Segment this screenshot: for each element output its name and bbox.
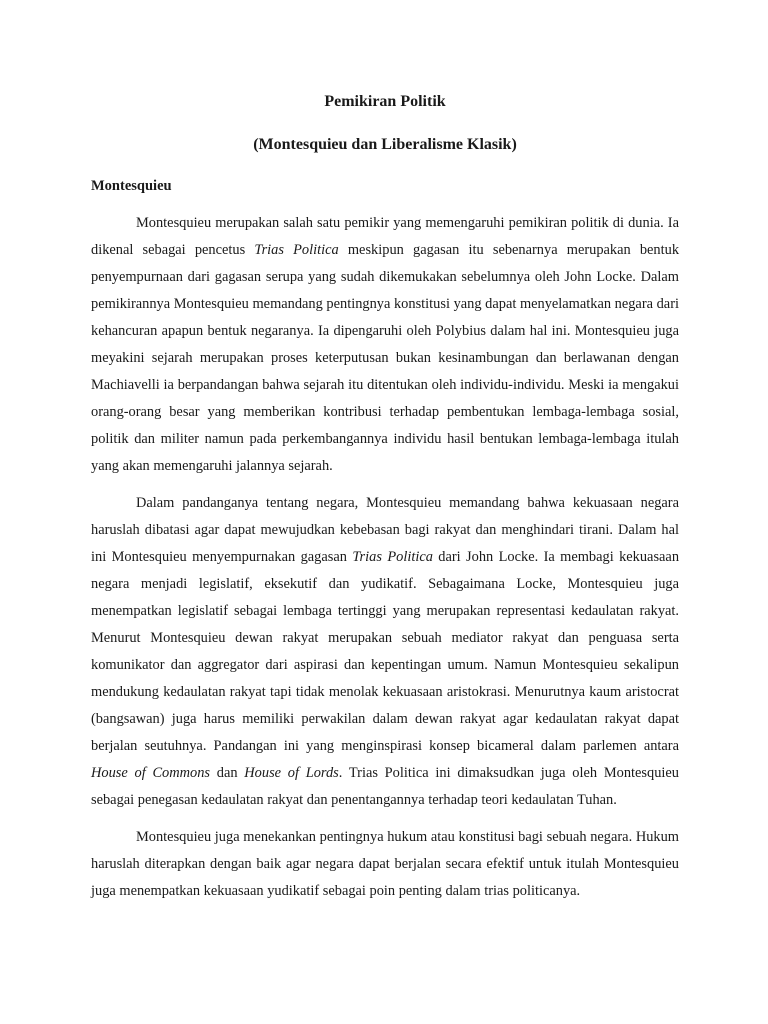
paragraph-1-emphasis-trias-politica: Trias Politica xyxy=(254,242,339,258)
paragraph-1-text-a: Montesquieu merupakan salah satu pemikir yang memengaruhi pemikiran politik di dunia. Ia dikenal sebagai pencetus xyxy=(91,215,679,258)
paragraph-2-text-a: Dalam pandanganya tentang negara, Montesquieu memandang bahwa kekuasaan negara haruslah dibatasi agar dapat mewujudkan kebebasan bagi rakyat dan menghindari tirani. Dalam hal ini Montesquieu menyempurnakan gagasan xyxy=(91,495,679,565)
paragraph-1-text-b: meskipun gagasan itu sebenarnya merupakan bentuk penyempurnaan dari gagasan serupa yang sudah dikemukakan sebelumnya oleh John Locke. Dalam pemikirannya Montesquieu memandang pentingnya konstitusi yang dapat menyelamatkan negara dari kehancuran apapun bentuk negaranya. Ia dipengaruhi oleh Polybius dalam hal ini. Montesquieu juga meyakini sejarah merupakan proses keterputusan bukan kesinambungan dan berlawanan dengan Machiavelli ia berpandangan bahwa sejarah itu ditentukan oleh individu-individu. Meski ia mengakui orang-orang besar yang memberikan kontribusi terhadap pembentukan lembaga-lembaga sosial, politik dan militer namun pada perkembangannya individu hasil bentukan lembaga-lembaga itulah yang akan memengaruhi jalannya sejarah. xyxy=(91,242,680,474)
document-page xyxy=(91,92,679,905)
paragraph-2-text-d: . Trias Politica ini dimaksudkan juga oleh Montesquieu sebagai penegasan kedaulatan rakyat dan penentangannya terhadap teori kedaulatan Tuhan. xyxy=(91,765,679,808)
document-title: Pemikiran Politik xyxy=(324,93,446,110)
document-subtitle: (Montesquieu dan Liberalisme Klasik) xyxy=(253,136,517,153)
paragraph-2-emphasis-house-of-lords: House of Lords xyxy=(244,765,339,781)
paragraph-3 xyxy=(91,824,679,905)
paragraph-3-text: Montesquieu juga menekankan pentingnya hukum atau konstitusi bagi sebuah negara. Hukum haruslah diterapkan dengan baik agar negara dapat berjalan secara efektif untuk itulah Montesquieu juga menempatkan kekuasaan yudikatif sebagai poin penting dalam trias politicanya. xyxy=(91,829,679,899)
paragraph-2-text-b: dari John Locke. Ia membagi kekuasaan negara menjadi legislatif, eksekutif dan yudikatif. Sebagaimana Locke, Montesquieu juga menempatkan legislatif sebagai lembaga tertinggi yang merupakan representasi kedaulatan rakyat. Menurut Montesquieu dewan rakyat merupakan sebuah mediator rakyat dan penguasa serta komunikator dan aggregator dari aspirasi dan kepentingan umum. Namun Montesquieu sekalipun mendukung kedaulatan rakyat tapi tidak menolak kekuasaan aristokrasi. Menurutnya kaum aristocrat (bangsawan) juga harus memiliki perwakilan dalam dewan rakyat agar kedaulatan rakyat dapat berjalan seutuhnya. Pandangan ini yang menginspirasi konsep bicameral dalam parlemen antara xyxy=(91,549,680,754)
paragraph-2-emphasis-trias-politica: Trias Politica xyxy=(352,549,433,565)
paragraph-2 xyxy=(91,490,679,814)
paragraph-1 xyxy=(91,210,679,480)
section-heading: Montesquieu xyxy=(91,178,172,194)
paragraph-2-text-c: dan xyxy=(210,765,245,781)
paragraph-2-emphasis-house-of-commons: House of Commons xyxy=(91,765,211,781)
